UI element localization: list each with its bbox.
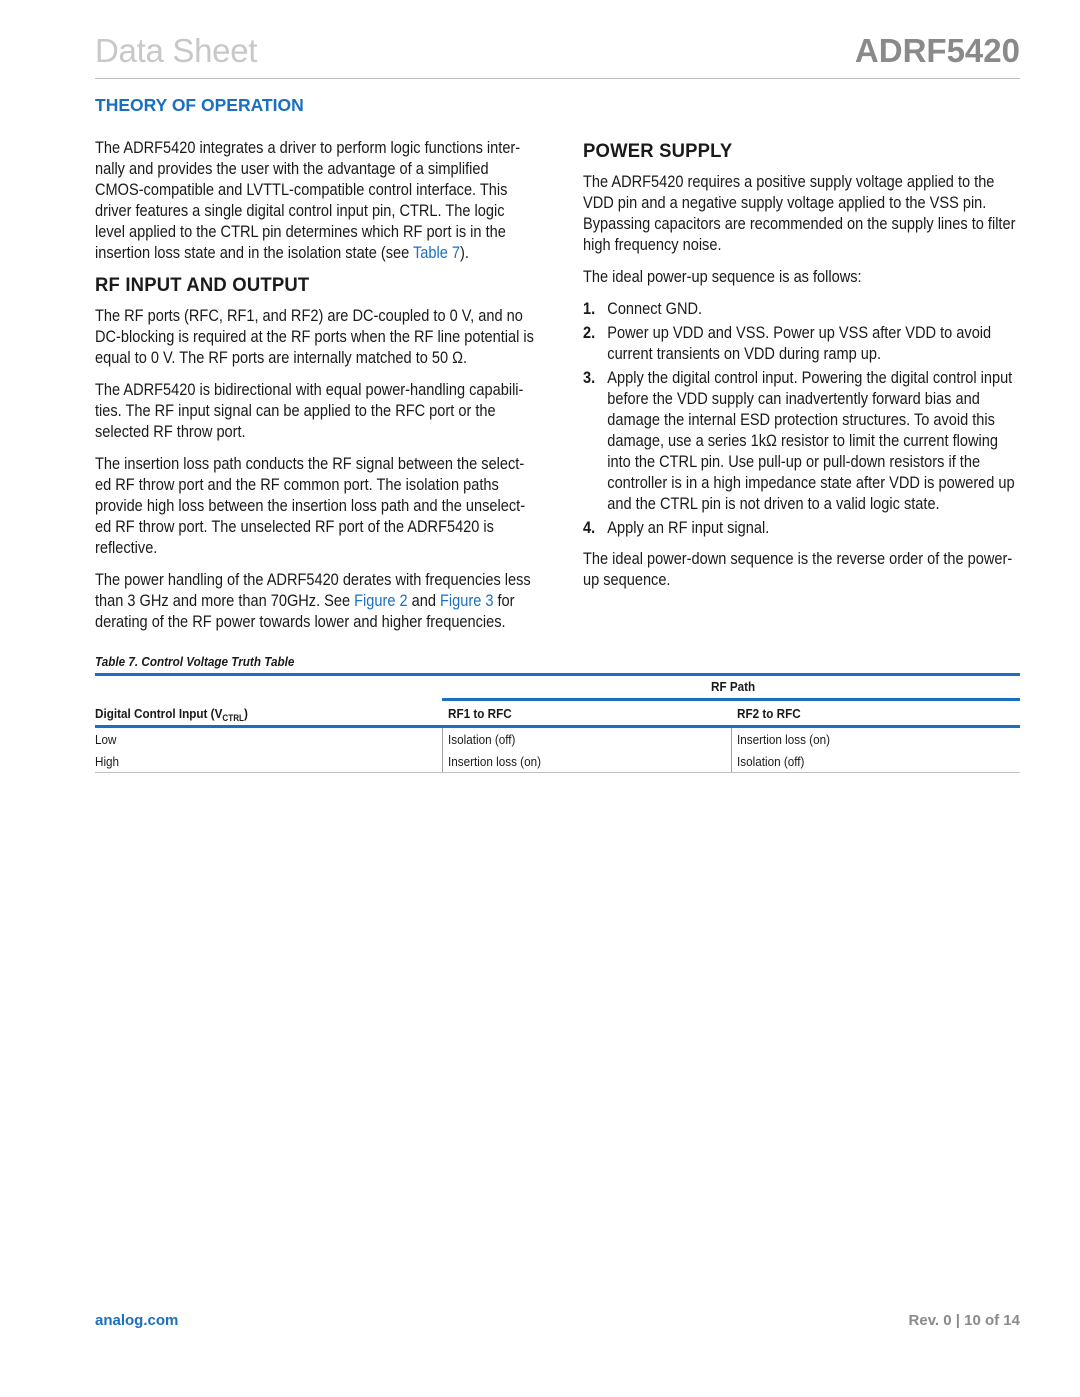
sequence-step <box>583 299 1022 320</box>
figure-3-link[interactable]: Figure 3 <box>440 592 494 610</box>
step-number: 3. <box>583 369 596 387</box>
insertion-loss-paragraph: The insertion loss path conducts the RF signal between the select-ed RF throw port and the RF common port. The isolation paths provide high loss between the insertion loss path and the unselect-ed RF throw port. The unselected RF port of the ADRF5420 is reflective. <box>95 455 526 557</box>
cell-input-high: High <box>95 754 120 769</box>
footer-site-link[interactable]: analog.com <box>95 1312 179 1329</box>
bidirectional-paragraph: The ADRF5420 is bidirectional with equal power-handling capabili-ties. The RF input signal can be applied to the RFC port or the selected RF throw port. <box>95 381 524 441</box>
step-text: Apply the digital control input. Powering the digital control input before the VDD supply can inadvertently forward bias and damage the internal ESD protection structures. To avoid this damage, use a series 1kΩ resistor to limit the current flowing into the CTRL pin. Use pull-up or pull-down resistors if the controller is in a high impedance state after VDD is powered up and the CTRL pin is not driven to a valid logic state. <box>607 369 1015 513</box>
vctrl-subscript: CTRL <box>222 713 244 723</box>
sequence-step <box>583 518 1022 539</box>
power-handling-text: The power handling of the ADRF5420 derates with frequencies less than 3 GHz and more than 70GHz. See <box>95 571 531 610</box>
intro-text-end: ). <box>459 244 469 262</box>
table-7-link[interactable]: Table 7 <box>413 244 460 262</box>
header-part-number: ADRF5420 <box>854 32 1020 69</box>
power-handling-text-end: for derating of the RF power towards lower and higher frequencies. <box>95 592 515 631</box>
cell-rf1-low: Isolation (off) <box>448 732 516 747</box>
step-text: Connect GND. <box>607 300 703 318</box>
rf-path-group-header: RF Path <box>711 679 756 694</box>
table-group-rule <box>442 698 1020 701</box>
step-number: 2. <box>583 324 596 342</box>
header-divider <box>95 78 1020 79</box>
table-caption: Table 7. Control Voltage Truth Table <box>95 654 295 669</box>
column-divider <box>731 728 732 772</box>
sequence-step <box>583 368 1022 515</box>
intro-paragraph <box>95 138 534 264</box>
figure-2-link[interactable]: Figure 2 <box>354 592 408 610</box>
cell-input-low: Low <box>95 732 117 747</box>
power-up-sequence-list <box>583 299 1022 539</box>
power-handling-text-and: and <box>407 592 441 610</box>
table-bottom-rule <box>95 772 1020 773</box>
left-column <box>95 138 534 644</box>
power-handling-paragraph <box>95 570 534 633</box>
footer-page-info: Rev. 0 | 10 of 14 <box>908 1312 1020 1329</box>
col-header-text: Digital Control Input (V <box>95 706 223 721</box>
col-header-rf2: RF2 to RFC <box>737 706 801 721</box>
step-text: Power up VDD and VSS. Power up VSS after VDD to avoid current transients on VDD during ramp up. <box>607 324 992 363</box>
power-up-intro: The ideal power-up sequence is as follows: <box>583 268 862 286</box>
step-number: 1. <box>583 300 596 318</box>
header-doc-type: Data Sheet <box>95 32 258 69</box>
step-number: 4. <box>583 519 596 537</box>
table-header-rule <box>95 725 1020 728</box>
section-title: THEORY OF OPERATION <box>95 95 304 115</box>
col-header-control-input <box>95 706 248 723</box>
power-supply-paragraph: The ADRF5420 requires a positive supply voltage applied to the VDD pin and a negative supply voltage applied to the VSS pin. Bypassing capacitors are recommended on the supply lines to filter high frequency noise. <box>583 173 1016 254</box>
sequence-step <box>583 323 1022 365</box>
cell-rf2-low: Insertion loss (on) <box>737 732 830 747</box>
intro-text: The ADRF5420 integrates a driver to perform logic functions inter-nally and provides the user with the advantage of a simplified CMOS-compatible and LVTTL-compatible control interface. This driver features a single digital control input pin, CTRL. The logic level applied to the CTRL pin determines which RF port is in the insertion loss state and in the isolation state (see <box>95 139 521 262</box>
column-divider <box>442 728 443 772</box>
table-top-rule <box>95 673 1020 676</box>
col-header-rf1: RF1 to RFC <box>448 706 512 721</box>
col-header-close: ) <box>243 706 248 721</box>
cell-rf1-high: Insertion loss (on) <box>448 754 541 769</box>
right-column <box>583 141 1022 602</box>
cell-rf2-high: Isolation (off) <box>737 754 805 769</box>
rf-ports-paragraph: The RF ports (RFC, RF1, and RF2) are DC-coupled to 0 V, and no DC-blocking is required at the RF ports when the RF line potential is equal to 0 V. The RF ports are internally matched to 50 Ω. <box>95 307 534 367</box>
power-supply-heading: POWER SUPPLY <box>583 141 733 162</box>
rf-input-output-heading: RF INPUT AND OUTPUT <box>95 275 310 296</box>
power-down-paragraph: The ideal power-down sequence is the reverse order of the power-up sequence. <box>583 550 1013 589</box>
step-text: Apply an RF input signal. <box>607 519 770 537</box>
